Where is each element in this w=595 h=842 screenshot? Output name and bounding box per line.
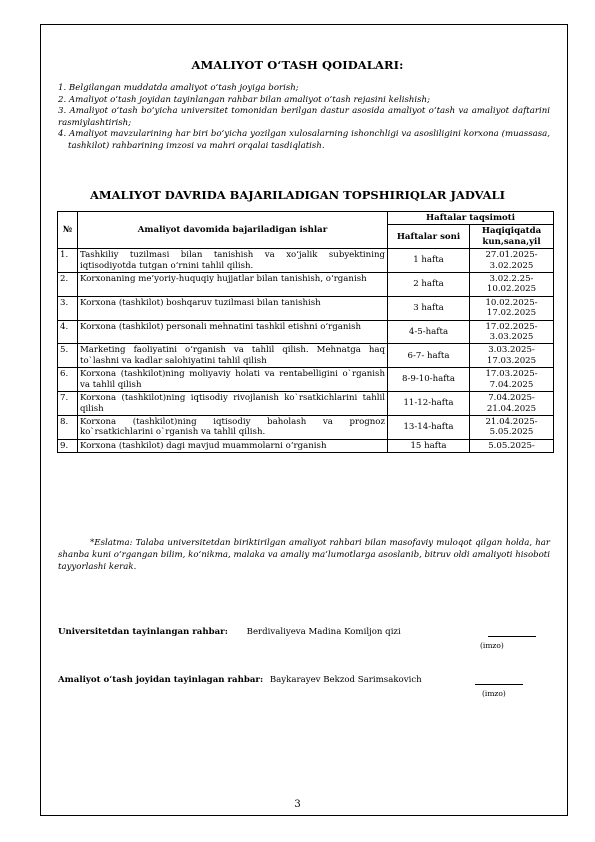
table-row [58,273,554,297]
row-num: 5. [58,344,78,368]
header-weeks: Haftalar soni [388,225,470,249]
header-date: Haqiqiqatda kun,sana,yil [470,225,554,249]
row-weeks: 8-9-10-hafta [388,368,470,392]
rules-title: AMALIYOT O‘TASH QOIDALARI: [191,58,404,72]
table-row [58,320,554,344]
rules-list [58,83,550,153]
org-signature-line [475,684,523,685]
header-num: № [58,212,78,249]
org-supervisor-name: Baykarayev Bekzod Sarimsakovich [269,675,422,685]
row-num: 6. [58,368,78,392]
table-row [58,415,554,439]
row-date: 7.04.2025-21.04.2025 [470,392,554,416]
org-imzo-label: (imzo) [482,689,506,698]
table-row [58,392,554,416]
row-task: Korxona (tashkilot)ning iqtisodiy baholash va prognoz ko`rsatkichlarini o`rganish va tahlil qilish. [78,415,388,439]
row-task: Korxona (tashkilot) dagi mavjud muammolarni o‘rganish [78,439,388,452]
rule-item-4: 4. Amaliyot mavzularining har biri bo‘yicha yozilgan xulosalarning ishonchligi va asosliligini korxona (muassasa, tashkilot) rahbarining imzosi va mahri orqalai tasdiqlatish. [58,129,550,151]
row-task: Korxona (tashkilot)ning iqtisodiy rivojlanish ko`rsatkichlarini tahlil qilish [78,392,388,416]
row-task: Tashkiliy tuzilmasi bilan tanishish va xo‘jalik subyektining iqtisodiyotda tutgan o‘rnini tahlil qilish. [78,249,388,273]
row-num: 2. [58,273,78,297]
row-num: 4. [58,320,78,344]
row-weeks: 11-12-hafta [388,392,470,416]
row-date: 27.01.2025-3.02.2025 [470,249,554,273]
row-weeks: 2 hafta [388,273,470,297]
note-text: *Eslatma: Talaba universitetdan biriktirilgan amaliyot rahbari bilan masofaviy muloqot qilgan holda, har shanba kuni o‘rgangan bilim, ko‘nikma, malaka va amaliy ma’lumotlarga asoslanib, bitruv oldi amaliyoti hisoboti tayyorlashi kerak. [58,538,550,572]
row-num: 9. [58,439,78,452]
row-num: 8. [58,415,78,439]
row-weeks: 4-5-hafta [388,320,470,344]
table-row [58,368,554,392]
rule-item-1: 1. Belgilangan muddatda amaliyot o‘tash joyiga borish; [58,83,299,93]
uni-imzo-label: (imzo) [480,641,504,650]
row-num: 1. [58,249,78,273]
table-row [58,296,554,320]
row-date: 10.02.2025-17.02.2025 [470,296,554,320]
table-row [58,344,554,368]
uni-signature-line [488,636,536,637]
header-week-group: Haftalar taqsimoti [388,212,554,225]
row-task: Korxona (tashkilot) personali mehnatini tashkil etishni o‘rganish [78,320,388,344]
row-date: 17.02.2025-3.03.2025 [470,320,554,344]
row-num: 7. [58,392,78,416]
row-weeks: 13-14-hafta [388,415,470,439]
row-weeks: 1 hafta [388,249,470,273]
header-task: Amaliyot davomida bajariladigan ishlar [78,212,388,249]
row-weeks: 15 hafta [388,439,470,452]
uni-supervisor [58,627,401,637]
row-date: 17.03.2025-7.04.2025 [470,368,554,392]
row-date: 5.05.2025- [470,439,554,452]
row-weeks: 6-7- hafta [388,344,470,368]
table-row [58,439,554,452]
row-task: Korxona (tashkilot)ning moliyaviy holati va rentabelligini o`rganish va tahlil qilish [78,368,388,392]
row-task: Marketing faoliyatini o‘rganish va tahlil qilish. Mehnatga haq to`lashni va kadlar salohiyatini tahlil qilish [78,344,388,368]
page-number: 3 [294,799,301,810]
tasks-table [57,211,554,453]
row-task: Korxona (tashkilot) boshqaruv tuzilmasi bilan tanishish [78,296,388,320]
table-title: AMALIYOT DAVRIDA BAJARILADIGAN TOPSHIRIQLAR JADVALI [89,188,506,202]
org-supervisor-label: Amaliyot o‘tash joyidan tayinlagan rahbar: [58,675,264,685]
row-date: 3.03.2025-17.03.2025 [470,344,554,368]
table-row [58,249,554,273]
rule-item-2: 2. Amaliyot o‘tash joyidan tayinlangan rahbar bilan amaliyot o‘tash rejasini kelishish; [58,94,430,105]
rule-item-3: 3. Amaliyot o‘tash bo‘yicha universitet tomonidan berilgan dastur asosida amaliyot o‘tash va amaliyot daftarini rasmiylashtirish; [58,106,550,128]
row-date: 21.04.2025-5.05.2025 [470,415,554,439]
row-task: Korxonaning me’yoriy-huquqiy hujjatlar bilan tanishish, o‘rganish [78,273,388,297]
org-supervisor [58,675,422,685]
uni-supervisor-name: Berdivaliyeva Madina Komiljon qizi [246,627,401,637]
row-num: 3. [58,296,78,320]
row-weeks: 3 hafta [388,296,470,320]
uni-supervisor-label: Universitetdan tayinlangan rahbar: [58,627,228,637]
row-date: 3.02.2.25-10.02.2025 [470,273,554,297]
